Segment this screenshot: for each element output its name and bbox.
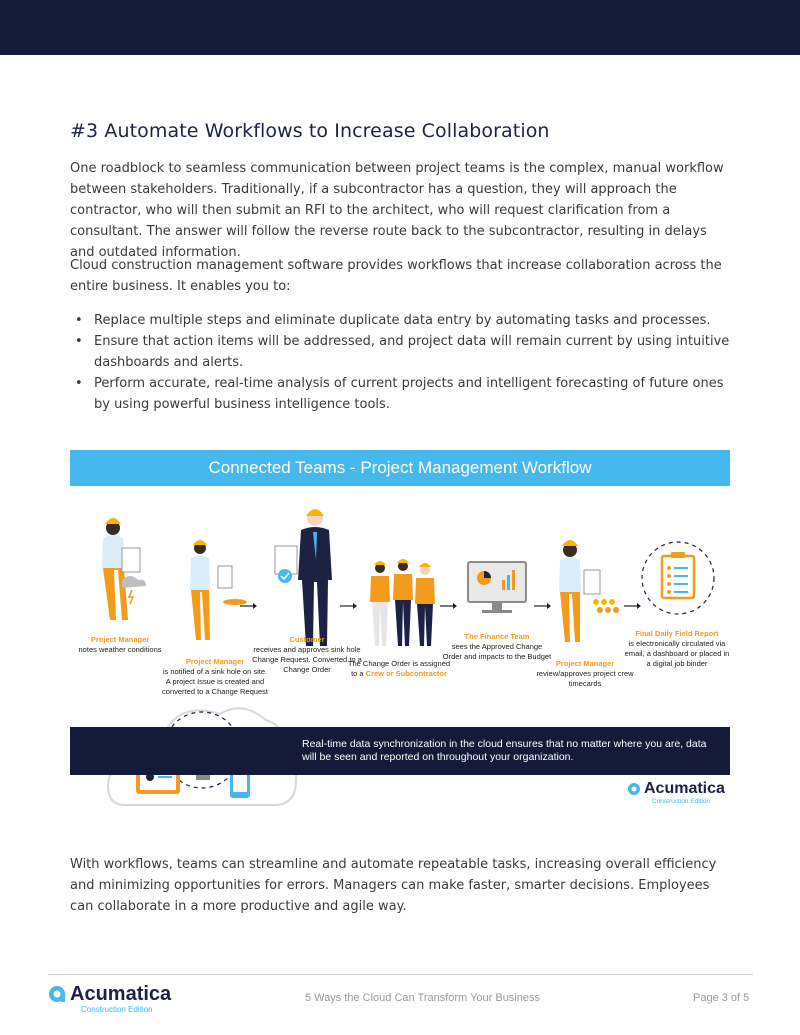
list-item: • Replace multiple steps and eliminate duplicate data entry by automating tasks and processes. bbox=[75, 313, 711, 328]
step-text: The Change Order is assigned to a bbox=[347, 659, 451, 678]
top-header-bar bbox=[0, 0, 800, 55]
crew-group-icon bbox=[370, 559, 435, 646]
clipboard-icon bbox=[642, 542, 714, 614]
lead-paragraph: Cloud construction management software provides workflows that increase collaboration across the entire business. It enables you to: bbox=[70, 258, 722, 294]
logo-name: Acumatica bbox=[70, 983, 172, 1005]
worker-figure-icon bbox=[275, 509, 332, 646]
workflow-infographic bbox=[70, 450, 730, 810]
worker-figure-icon bbox=[559, 540, 619, 642]
workflow-step bbox=[442, 632, 552, 662]
workflow-step bbox=[346, 659, 452, 679]
list-item-text: Perform accurate, real-time analysis of current projects and intelligent forecasting of future ones by using powerful business intelligence tools. bbox=[94, 376, 724, 412]
workflow-step bbox=[65, 635, 175, 655]
sync-band-text: Real-time data synchronization in the cloud ensures that no matter where you are, data will be seen and reported on throughout your organization. bbox=[302, 738, 707, 763]
worker-figure-icon bbox=[102, 518, 146, 620]
workflow-step bbox=[622, 629, 732, 669]
footer-document-title: 5 Ways the Cloud Can Transform Your Business bbox=[305, 992, 540, 1004]
step-text: is notified of a sink hole on site. A project Issue is created and converted to a Change Request bbox=[162, 667, 268, 696]
list-item-text: Replace multiple steps and eliminate duplicate data entry by automating tasks and processes. bbox=[94, 313, 711, 328]
infographic-title: Connected Teams - Project Management Workflow bbox=[70, 450, 730, 486]
step-highlight: Crew or Subcontractor bbox=[365, 669, 447, 678]
logo-subtitle: Construction Edition bbox=[652, 798, 711, 805]
section-heading: #3 Automate Workflows to Increase Collaboration bbox=[70, 120, 550, 142]
step-text: review/approves project crew timecards bbox=[536, 669, 634, 688]
closing-paragraph: With workflows, teams can streamline and automate repeatable tasks, increasing overall efficiency and minimizing opportunities for errors. Managers can make faster, smarter decisions. Employees can collaborate in a more productive and agile way. bbox=[70, 857, 717, 914]
list-item: • Perform accurate, real-time analysis of current projects and intelligent forecasting of future ones by using powerful business intelligence tools. bbox=[75, 376, 724, 412]
step-role: Customer bbox=[289, 635, 325, 644]
benefit-list bbox=[70, 310, 730, 415]
logo-subtitle: Construction Edition bbox=[81, 1005, 153, 1014]
step-role: Final Daily Field Report bbox=[635, 629, 719, 638]
page-number: Page 3 of 5 bbox=[693, 992, 750, 1004]
footer-divider bbox=[48, 974, 753, 975]
acumatica-logo-icon bbox=[628, 783, 640, 795]
worker-figure-icon bbox=[190, 540, 247, 640]
intro-paragraph: One roadblock to seamless communication between project teams is the complex, manual workflow between stakeholders. Traditionally, if a subcontractor has a question, they will approach the contractor, who will then submit an RFI to the architect, who will request clarification from a consultant. The answer will follow the reverse route back to the subcontractor, resulting in delays and outdated information. bbox=[70, 161, 724, 260]
step-text: sees the Approved Change Order and impacts to the Budget bbox=[442, 642, 552, 661]
step-text: receives and approves sink hole Change Request. Converted to a Change Order bbox=[252, 645, 362, 674]
monitor-icon bbox=[468, 562, 526, 613]
step-role: The Finance Team bbox=[464, 632, 530, 641]
step-role: Project Manager bbox=[90, 635, 150, 644]
step-role: Project Manager bbox=[555, 659, 615, 668]
list-item: • Ensure that action items will be addressed, and project data will remain current by using intuitive dashboards and alerts. bbox=[75, 334, 730, 370]
step-text: is electronically circulated via email, a dashboard or placed in a digital job binder bbox=[624, 639, 730, 668]
step-role: Project Manager bbox=[185, 657, 245, 666]
list-item-text: Ensure that action items will be addressed, and project data will remain current by using intuitive dashboards and alerts. bbox=[94, 334, 730, 370]
logo-name: Acumatica bbox=[644, 780, 725, 797]
step-text: notes weather conditions bbox=[78, 645, 162, 654]
acumatica-logo-icon bbox=[48, 985, 68, 1005]
